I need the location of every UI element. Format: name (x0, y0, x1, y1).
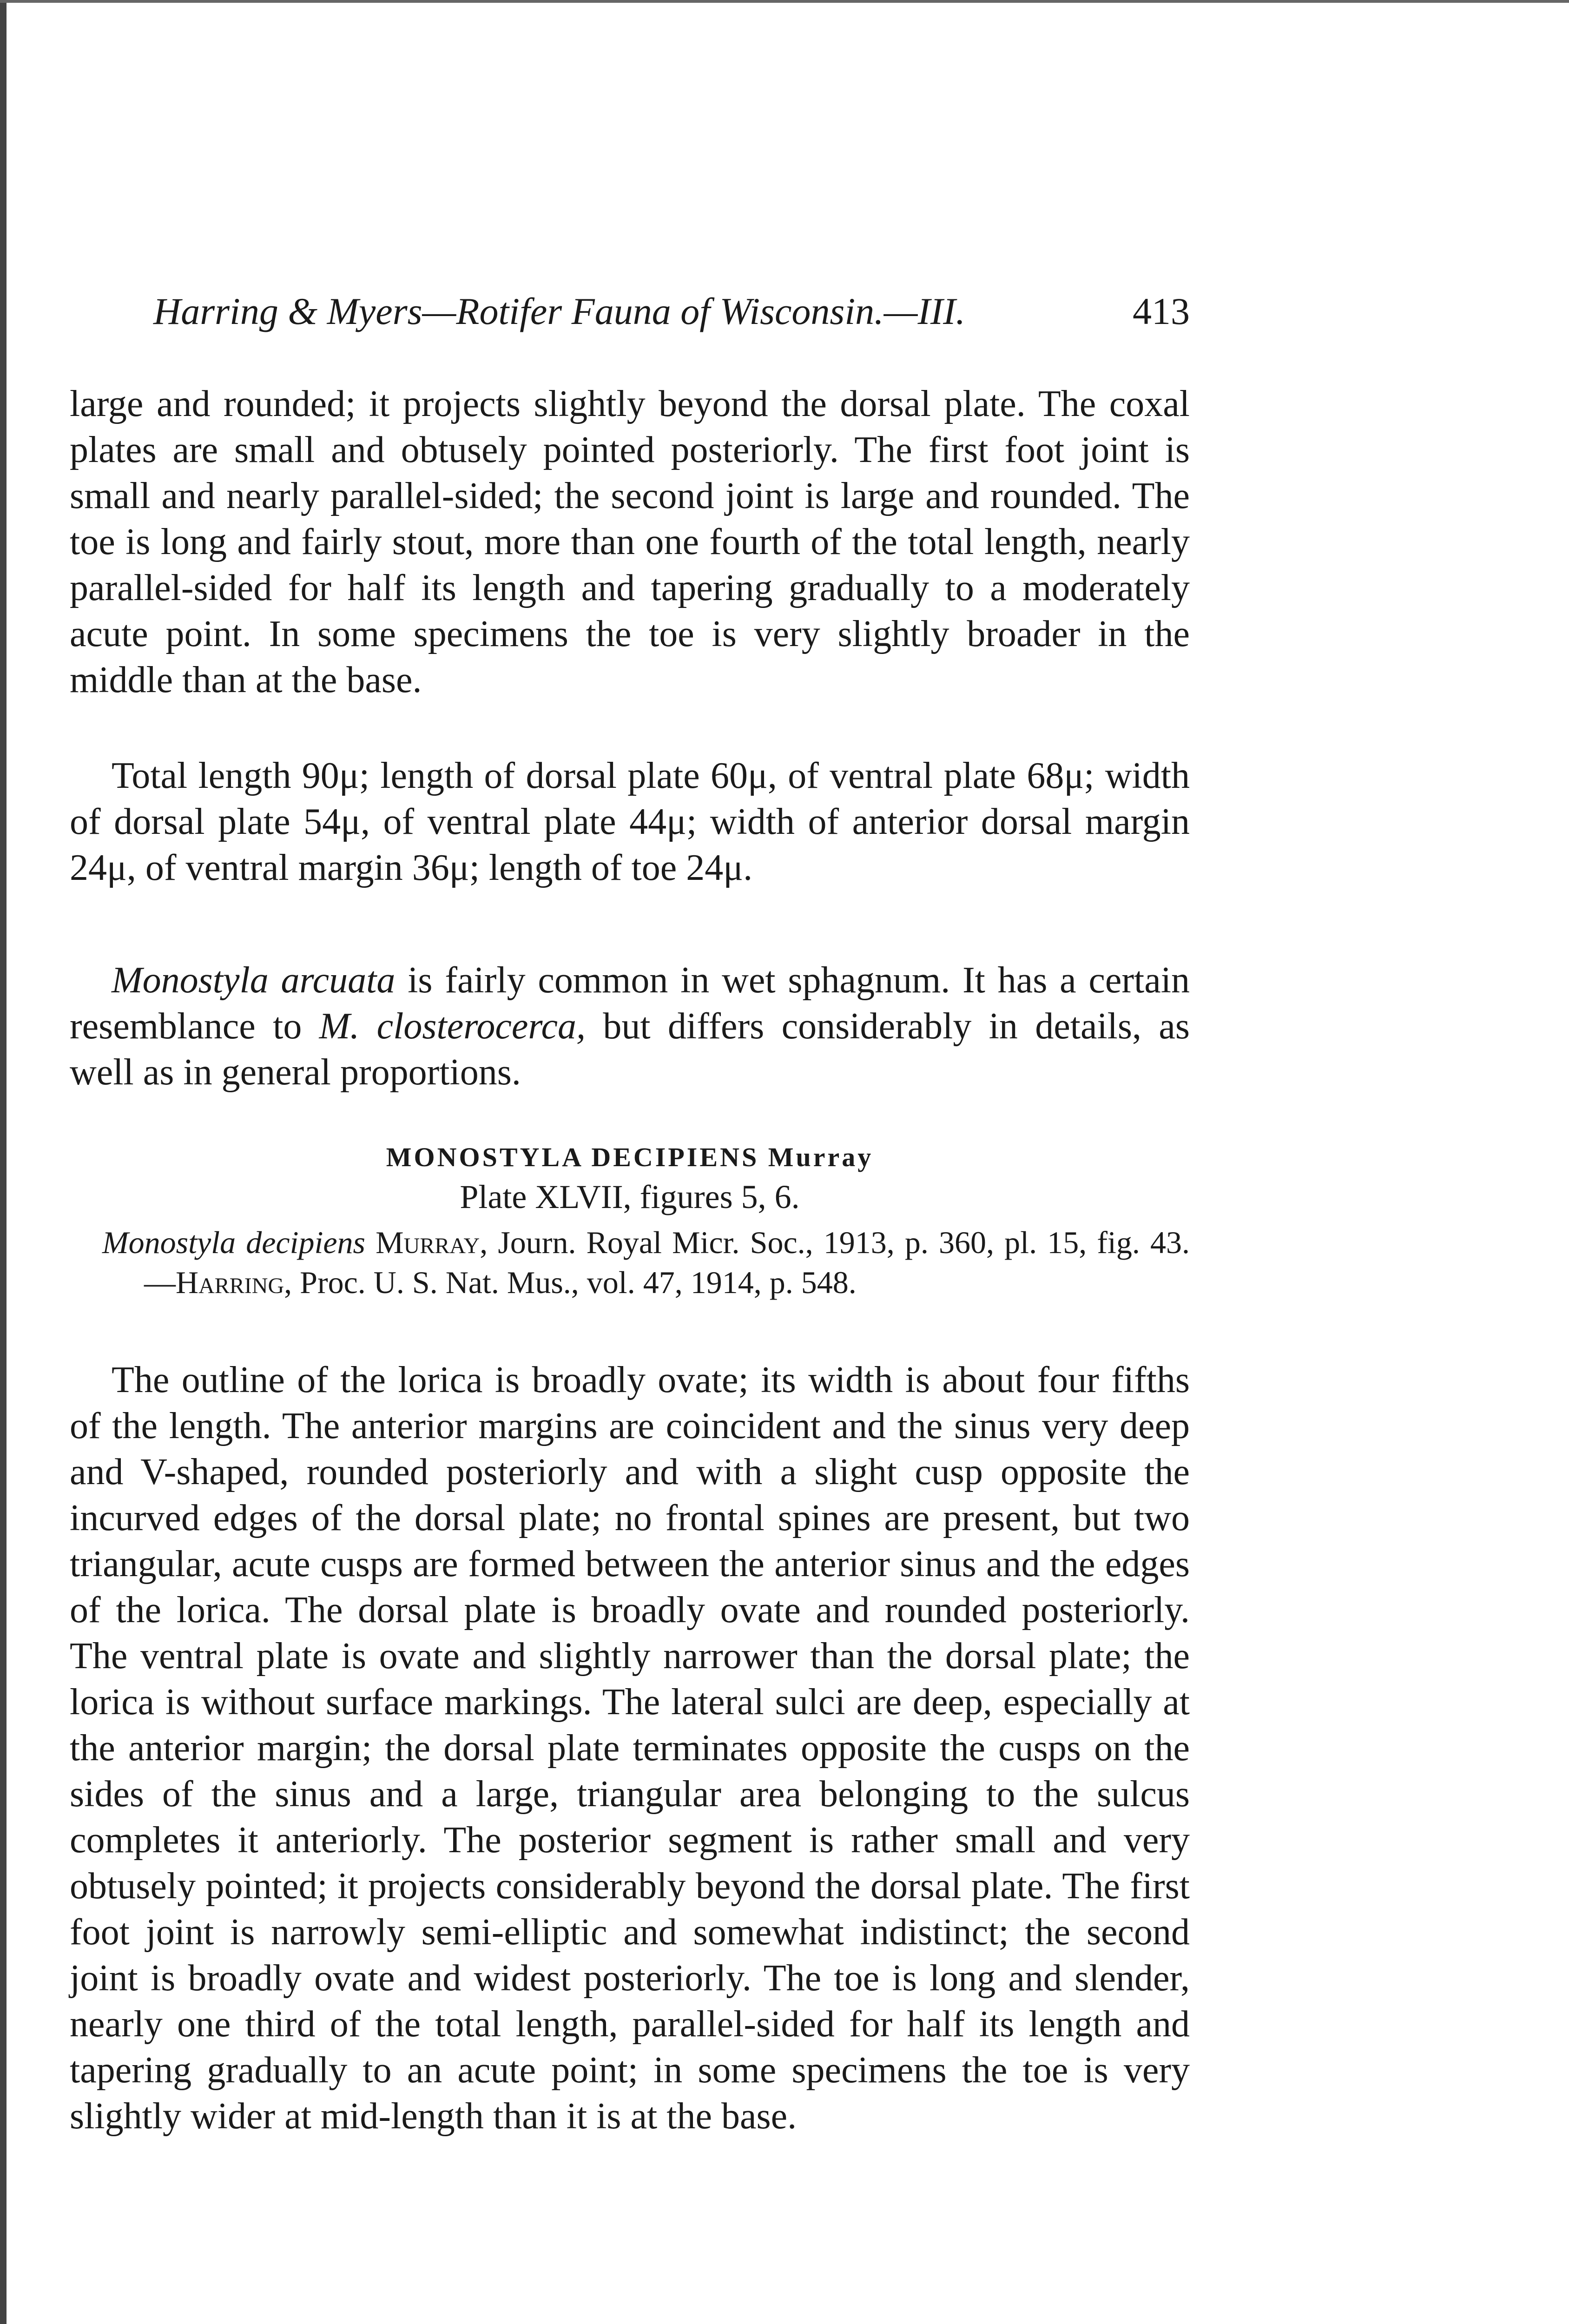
species-name: Monostyla arcuata (112, 960, 396, 1001)
species-name: Monostyla decipiens (102, 1225, 365, 1260)
running-title: Harring & Myers—Rotifer Fauna of Wisconsin.—III. (153, 290, 965, 332)
paragraph-continuation (70, 381, 1190, 703)
scan-edge-top (0, 0, 1569, 3)
paragraph-fragment: is fairly common in wet sphagnum. It has a certain resemblance to (70, 960, 1190, 1047)
citation-fragment: , Journ. Royal Micr. Soc., 1913, p. 360, pl. 15, fig. 43.— (144, 1225, 1190, 1300)
paragraph-text: The outline of the lorica is broadly ovate; its width is about four fifths of the length. The anterior margins are coincident and the sinus very deep and V-shaped, rounded posteriorly and with a slight cusp opposite the incurved edges of the dorsal plate; no frontal spines are present, but two triangular, acute cusps are formed between the anterior sinus and the edges of the lorica. The dorsal plate is broadly ovate and rounded posteriorly. The ventral plate is ovate and slightly narrower than the dorsal plate; the lorica is without surface markings. The lateral sulci are deep, especially at the anterior margin; the dorsal plate terminates opposite the cusps on the sides of the sinus and a large, triangular area belonging to the sulcus completes it anteriorly. The posterior segment is rather small and very obtusely pointed; it projects considerably beyond the dorsal plate. The first foot joint is narrowly semi-elliptic and somewhat indistinct; the second joint is broadly ovate and widest posteriorly. The toe is long and slender, nearly one third of the total length, parallel-sided for half its length and tapering gradually to an acute point; in some specimens the toe is very slightly wider at mid-length than it is at the base. (70, 1360, 1190, 2137)
author-name: Harring (176, 1265, 284, 1300)
species-name: M. closterocerca, (319, 1006, 586, 1047)
paragraph-fragment: but differs considerably in details, as well as in general proportions. (70, 1006, 1190, 1093)
author-name: Murray (376, 1225, 480, 1260)
plate-reference: Plate XLVII, figures 5, 6. (460, 1178, 800, 1215)
citation-fragment: , Proc. U. S. Nat. Mus., vol. 47, 1914, p. 548. (284, 1265, 857, 1300)
paragraph-description (70, 1357, 1190, 2139)
synonymy-citation (102, 1222, 1190, 1302)
section-heading: MONOSTYLA DECIPIENS Murray (386, 1142, 874, 1172)
citation-text (102, 1222, 1190, 1302)
paragraph-text: large and rounded; it projects slightly beyond the dorsal plate. The coxal plates are small and obtusely pointed posteriorly. The first foot joint is small and nearly parallel-sided; the second joint is large and rounded. The toe is long and fairly stout, more than one fourth of the total length, nearly parallel-sided for half its length and tapering gradually to a moderately acute point. In some specimens the toe is very slightly broader in the middle than at the base. (70, 383, 1190, 700)
scan-edge-left (0, 0, 7, 2324)
paragraph-measurements (70, 753, 1190, 891)
paragraph-remarks (70, 957, 1190, 1096)
paragraph-text: Total length 90μ; length of dorsal plate 60μ, of ventral plate 68μ; width of dorsal plate 54μ, of ventral plate 44μ; width of anterior dorsal margin 24μ, of ventral margin 36μ; length of toe 24μ. (70, 755, 1190, 888)
paragraph-text (70, 957, 1190, 1096)
page-number: 413 (1133, 290, 1190, 332)
running-head (153, 288, 1190, 335)
